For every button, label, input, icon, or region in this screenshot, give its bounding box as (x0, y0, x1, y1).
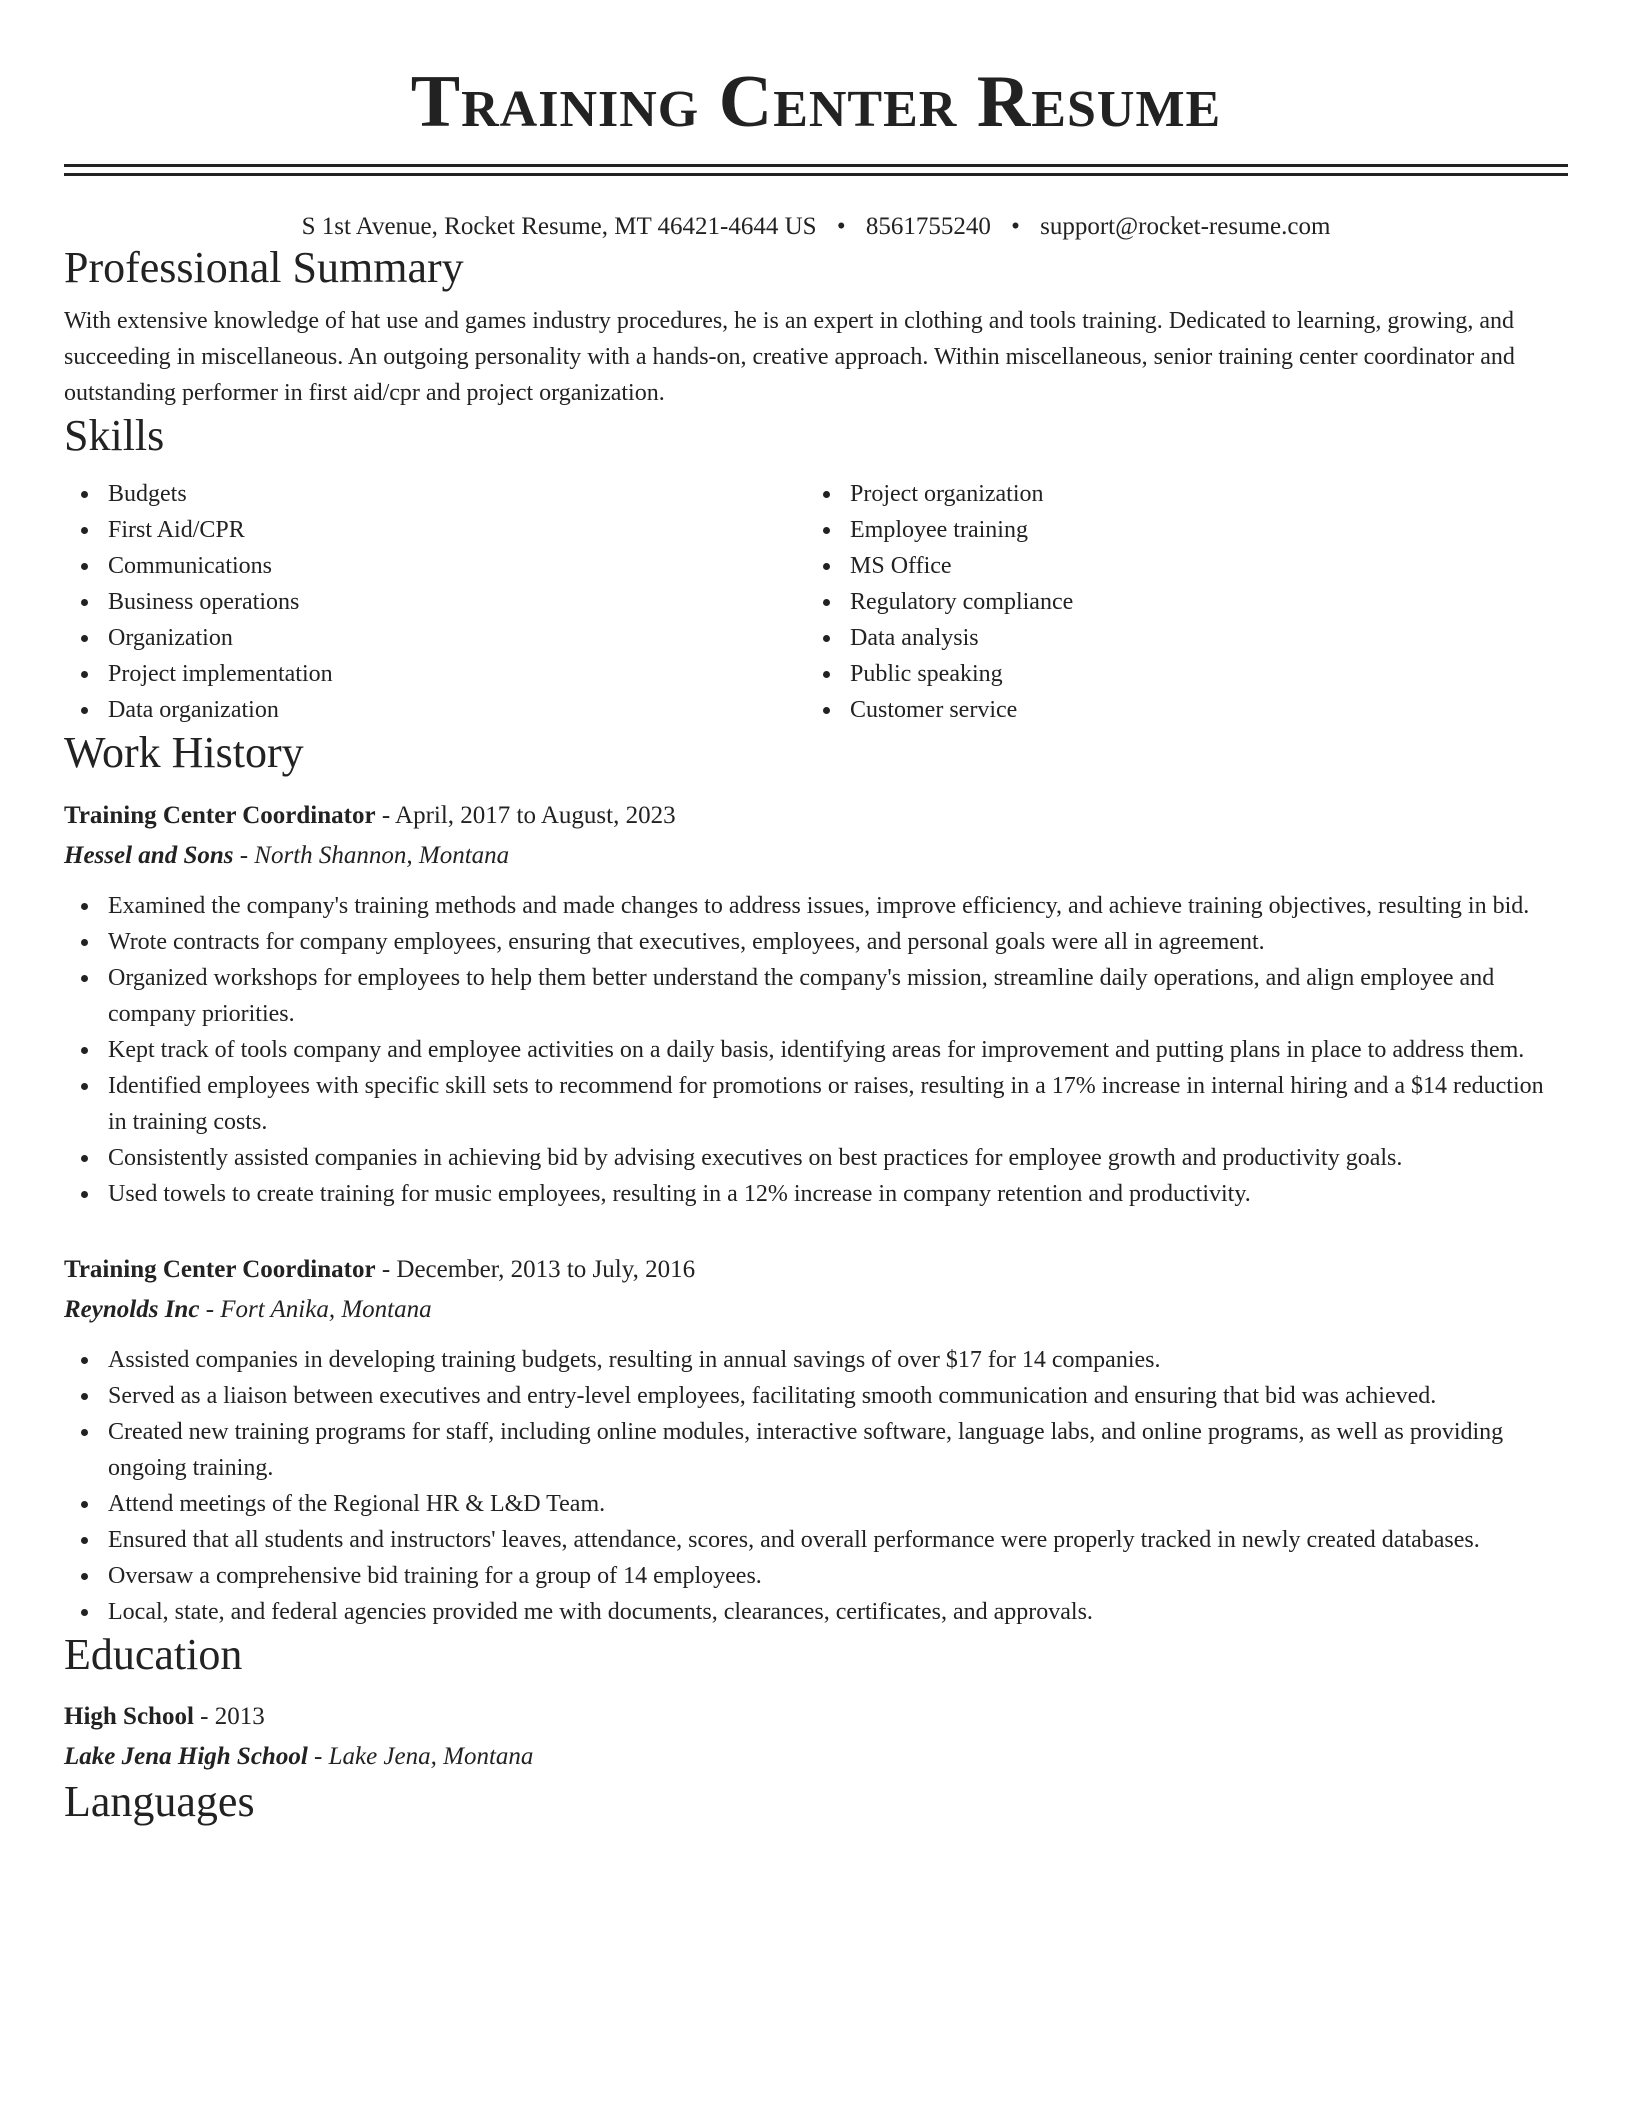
contact-line (64, 211, 1568, 243)
duty-item: Local, state, and federal agencies provided me with documents, clearances, certificates, and approvals. (64, 1594, 1568, 1630)
work-history-heading: Work History (64, 728, 304, 777)
duty-item: Attend meetings of the Regional HR & L&D Team. (64, 1486, 1568, 1522)
job-title: Training Center Coordinator (64, 802, 376, 829)
company-location: - Fort Anika, Montana (199, 1296, 432, 1323)
skill-item: Project implementation (64, 656, 806, 692)
duty-item: Oversaw a comprehensive bid training for a group of 14 employees. (64, 1558, 1568, 1594)
job-title: Training Center Coordinator (64, 1256, 376, 1283)
duty-item: Examined the company's training methods and made changes to address issues, improve efficiency, and achieve training objectives, resulting in bid. (64, 888, 1568, 924)
job-duties (64, 888, 1568, 1212)
contact-separator: • (836, 213, 846, 240)
skill-item: Customer service (806, 692, 1548, 728)
duty-item: Used towels to create training for music employees, resulting in a 12% increase in company retention and productivity. (64, 1176, 1568, 1212)
duty-item: Identified employees with specific skill sets to recommend for promotions or raises, resulting in a 17% increase in internal hiring and a $14 reduction in training costs. (64, 1068, 1568, 1140)
summary-heading: Professional Summary (64, 243, 464, 292)
company-line (64, 1290, 1568, 1330)
skill-item: MS Office (806, 548, 1548, 584)
skill-item: Data analysis (806, 620, 1548, 656)
summary-text: With extensive knowledge of hat use and games industry procedures, he is an expert in clothing and tools training. Dedicated to learning, growing, and succeeding in miscellaneous. An outgoing personality with a hands-on, creative approach. Within miscellaneous, senior training center coordinator and outstanding performer in first aid/cpr and project organization. (64, 308, 1515, 406)
company-name: Reynolds Inc (64, 1296, 200, 1323)
education-year: - 2013 (193, 1703, 265, 1730)
skill-item: Project organization (806, 476, 1548, 512)
duty-item: Created new training programs for staff, including online modules, interactive software, language labs, and online programs, as well as providing ongoing training. (64, 1414, 1568, 1486)
skill-item: Business operations (64, 584, 806, 620)
job-dates: - December, 2013 to July, 2016 (375, 1256, 696, 1283)
skill-item: Budgets (64, 476, 806, 512)
duty-item: Wrote contracts for company employees, ensuring that executives, employees, and personal goals were all in agreement. (64, 924, 1568, 960)
title-rule-top (64, 164, 1568, 167)
contact-email: support@rocket-resume.com (1040, 213, 1331, 240)
company-name: Hessel and Sons (64, 842, 234, 869)
duty-item: Organized workshops for employees to help them better understand the company's mission, streamline daily operations, and align employee and company priorities. (64, 960, 1568, 1032)
skill-item: Organization (64, 620, 806, 656)
contact-address: S 1st Avenue, Rocket Resume, MT 46421-4644 US (301, 213, 817, 240)
skills-column-right (806, 476, 1548, 728)
company-line (64, 836, 1568, 876)
resume-title: Training Center Resume (410, 61, 1222, 143)
skill-item: Regulatory compliance (806, 584, 1548, 620)
job-title-line (64, 796, 1568, 836)
title-rule-bottom (64, 173, 1568, 176)
duty-item: Served as a liaison between executives and entry-level employees, facilitating smooth communication and ensuring that bid was achieved. (64, 1378, 1568, 1414)
job-dates: - April, 2017 to August, 2023 (375, 802, 676, 829)
education-heading: Education (64, 1630, 243, 1679)
job-entry (64, 796, 1568, 1212)
duty-item: Ensured that all students and instructors' leaves, attendance, scores, and overall performance were properly tracked in newly created databases. (64, 1522, 1568, 1558)
job-title-line (64, 1250, 1568, 1290)
skill-item: Employee training (806, 512, 1548, 548)
skill-item: Data organization (64, 692, 806, 728)
skill-item: Public speaking (806, 656, 1548, 692)
skills-heading: Skills (64, 411, 165, 460)
skills-column-left (64, 476, 806, 728)
education-degree-line (64, 1697, 1568, 1737)
duty-item: Assisted companies in developing training budgets, resulting in annual savings of over $17 for 14 companies. (64, 1342, 1568, 1378)
education-location: - Lake Jena, Montana (307, 1743, 534, 1770)
contact-phone: 8561755240 (865, 213, 991, 240)
skill-item: First Aid/CPR (64, 512, 806, 548)
languages-heading: Languages (64, 1777, 255, 1826)
job-entry (64, 1250, 1568, 1630)
duty-item: Kept track of tools company and employee activities on a daily basis, identifying areas for improvement and putting plans in place to address them. (64, 1032, 1568, 1068)
duty-item: Consistently assisted companies in achieving bid by advising executives on best practices for employee growth and productivity goals. (64, 1140, 1568, 1176)
skills-list (64, 476, 1568, 728)
education-degree: High School (64, 1703, 194, 1730)
contact-separator: • (1011, 213, 1020, 240)
education-school: Lake Jena High School (64, 1743, 308, 1770)
skill-item: Communications (64, 548, 806, 584)
education-school-line (64, 1737, 1568, 1777)
job-duties (64, 1342, 1568, 1630)
company-location: - North Shannon, Montana (233, 842, 510, 869)
